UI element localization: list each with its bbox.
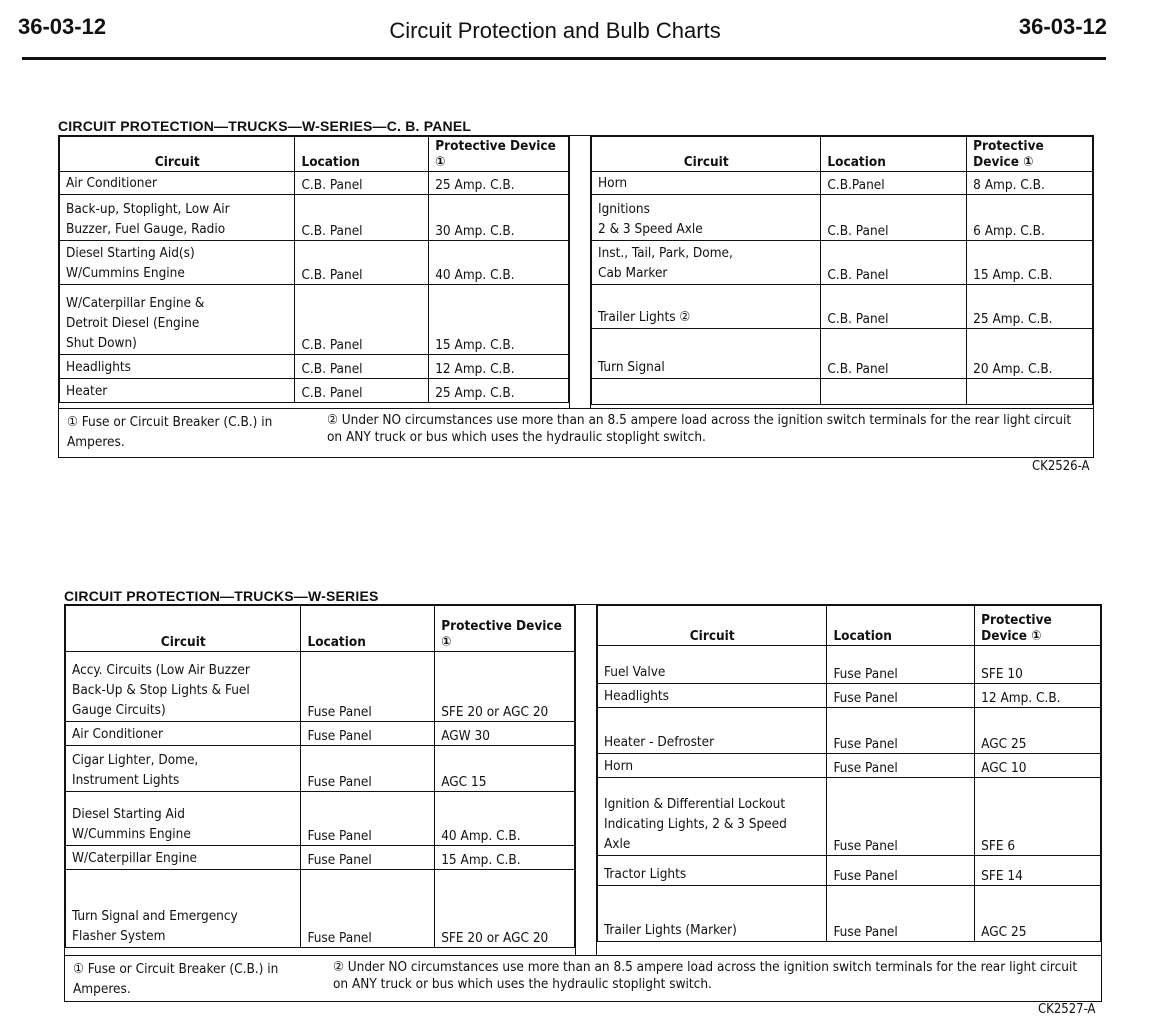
circuit-line: Indicating Lights, 2 & 3 Speed xyxy=(604,816,787,832)
table-row xyxy=(66,722,575,746)
col-header-location: Location xyxy=(827,606,975,646)
location-cell: Fuse Panel xyxy=(827,778,975,856)
table1-frame xyxy=(58,135,1094,458)
circuit-line: Turn Signal and Emergency xyxy=(72,908,238,924)
header-row xyxy=(598,606,1101,646)
device-cell: 40 Amp. C.B. xyxy=(429,241,569,285)
location-cell: C.B. Panel xyxy=(295,355,429,379)
table-row xyxy=(66,746,575,792)
table1-gutter xyxy=(569,136,591,408)
col-header-circuit: Circuit xyxy=(66,606,301,652)
device-cell: SFE 20 or AGC 20 xyxy=(435,652,575,722)
circuit-line: Heater - Defroster xyxy=(604,734,715,750)
circuit-line: Cab Marker xyxy=(598,265,668,281)
col-header-location: Location xyxy=(295,137,429,172)
table-row xyxy=(60,379,569,403)
location-cell: Fuse Panel xyxy=(301,792,435,846)
circuit-line: Horn xyxy=(598,175,628,191)
table2-frame xyxy=(64,604,1102,1002)
circuit-cell xyxy=(60,241,295,285)
location-cell: C.B. Panel xyxy=(295,241,429,285)
circuit-line: Tractor Lights xyxy=(604,866,687,882)
device-cell: 15 Amp. C.B. xyxy=(967,241,1093,285)
location-cell: Fuse Panel xyxy=(301,722,435,746)
table1-left-table xyxy=(59,136,569,403)
table1-title: CIRCUIT PROTECTION—TRUCKS—W-SERIES—C. B. PANEL xyxy=(58,118,472,134)
device-cell: 40 Amp. C.B. xyxy=(435,792,575,846)
device-cell: 15 Amp. C.B. xyxy=(435,846,575,870)
circuit-line: W/Cummins Engine xyxy=(72,826,191,842)
table2-right xyxy=(597,605,1101,942)
page-number-right: 36-03-12 xyxy=(1018,14,1107,39)
location-cell: C.B. Panel xyxy=(821,195,967,241)
circuit-cell xyxy=(592,195,821,241)
circuit-line: Inst., Tail, Park, Dome, xyxy=(598,245,733,261)
location-cell: Fuse Panel xyxy=(827,684,975,708)
header-row xyxy=(60,137,569,172)
table2-left-table xyxy=(65,605,575,948)
circuit-cell xyxy=(598,754,827,778)
circuit-cell xyxy=(60,195,295,241)
location-cell: C.B. Panel xyxy=(295,285,429,355)
table-row xyxy=(592,285,1093,329)
location-cell: Fuse Panel xyxy=(827,886,975,942)
circuit-line: Diesel Starting Aid xyxy=(72,806,185,822)
device-cell: AGC 15 xyxy=(435,746,575,792)
table2-left xyxy=(65,605,575,948)
device-cell: 25 Amp. C.B. xyxy=(429,172,569,195)
location-cell: Fuse Panel xyxy=(827,708,975,754)
circuit-cell xyxy=(598,708,827,754)
location-cell: Fuse Panel xyxy=(301,846,435,870)
device-cell: 20 Amp. C.B. xyxy=(967,329,1093,379)
device-cell: SFE 10 xyxy=(975,646,1101,684)
col-header-location: Location xyxy=(821,137,967,172)
device-cell: 12 Amp. C.B. xyxy=(429,355,569,379)
col-header-device: Protective Device ① xyxy=(967,137,1093,172)
table-row xyxy=(598,856,1101,886)
location-cell: Fuse Panel xyxy=(301,870,435,948)
device-cell: AGC 25 xyxy=(975,708,1101,754)
circuit-cell xyxy=(592,329,821,379)
circuit-line: Accy. Circuits (Low Air Buzzer xyxy=(72,662,250,678)
location-cell: C.B. Panel xyxy=(295,172,429,195)
circuit-line: Axle xyxy=(604,836,631,852)
circuit-line: Air Conditioner xyxy=(66,175,157,191)
table-row xyxy=(598,886,1101,942)
circuit-line: Instrument Lights xyxy=(72,772,180,788)
circuit-cell xyxy=(598,646,827,684)
location-cell: Fuse Panel xyxy=(827,856,975,886)
circuit-line: Buzzer, Fuel Gauge, Radio xyxy=(66,221,226,237)
location-cell: C.B. Panel xyxy=(821,241,967,285)
table2-figure-id: CK2527-A xyxy=(1038,1002,1096,1017)
table2-gutter xyxy=(575,605,597,955)
circuit-line: Ignitions xyxy=(598,201,650,217)
circuit-cell xyxy=(592,285,821,329)
circuit-line: Heater xyxy=(66,383,108,399)
table-row xyxy=(60,241,569,285)
location-cell: Fuse Panel xyxy=(827,754,975,778)
table1-right-table xyxy=(591,136,1093,405)
circuit-line: Back-up, Stoplight, Low Air xyxy=(66,201,230,217)
table2-note-2: ② Under NO circumstances use more than an 8.5 ampere load across the ignition switch terminals for the rear light circuit on ANY truck or bus which uses the hydraulic stoplight switch. xyxy=(333,959,1078,992)
circuit-cell xyxy=(598,684,827,708)
table1-left xyxy=(59,136,569,403)
circuit-cell xyxy=(598,778,827,856)
table1-right xyxy=(591,136,1093,405)
circuit-line: Trailer Lights (Marker) xyxy=(604,922,737,938)
device-cell: AGW 30 xyxy=(435,722,575,746)
location-cell: Fuse Panel xyxy=(301,746,435,792)
table-row xyxy=(592,241,1093,285)
table-row xyxy=(66,792,575,846)
circuit-line: Headlights xyxy=(604,688,670,704)
col-header-circuit: Circuit xyxy=(60,137,295,172)
circuit-cell xyxy=(66,652,301,722)
circuit-line: Back-Up & Stop Lights & Fuel xyxy=(72,682,250,698)
location-cell: C.B. Panel xyxy=(295,195,429,241)
device-cell: 25 Amp. C.B. xyxy=(967,285,1093,329)
col-header-circuit: Circuit xyxy=(598,606,827,646)
device-cell: 8 Amp. C.B. xyxy=(967,172,1093,195)
device-cell: 15 Amp. C.B. xyxy=(429,285,569,355)
circuit-line: Turn Signal xyxy=(598,359,665,375)
table-row xyxy=(598,754,1101,778)
device-cell: SFE 20 or AGC 20 xyxy=(435,870,575,948)
table-row xyxy=(66,846,575,870)
device-cell: SFE 6 xyxy=(975,778,1101,856)
device-cell: 30 Amp. C.B. xyxy=(429,195,569,241)
table-row xyxy=(66,870,575,948)
location-cell: C.B.Panel xyxy=(821,172,967,195)
page-number-left: 36-03-12 xyxy=(18,14,107,39)
table-row xyxy=(592,172,1093,195)
circuit-cell xyxy=(598,856,827,886)
col-header-device: Protective Device ① xyxy=(429,137,569,172)
table2-note-1: ① Fuse or Circuit Breaker (C.B.) in Amperes. xyxy=(73,961,279,997)
circuit-line: Horn xyxy=(604,758,634,774)
table-row xyxy=(60,355,569,379)
table-row xyxy=(598,708,1101,754)
circuit-line: Gauge Circuits) xyxy=(72,702,166,718)
header-row xyxy=(66,606,575,652)
circuit-cell xyxy=(592,241,821,285)
col-header-device: Protective Device ① xyxy=(975,606,1101,646)
table2-title: CIRCUIT PROTECTION—TRUCKS—W-SERIES xyxy=(64,588,379,604)
circuit-line: 2 & 3 Speed Axle xyxy=(598,221,703,237)
blank-cell xyxy=(967,379,1093,405)
circuit-line: Fuel Valve xyxy=(604,664,666,680)
circuit-line: W/Cummins Engine xyxy=(66,265,185,281)
location-cell: Fuse Panel xyxy=(301,652,435,722)
device-cell: 25 Amp. C.B. xyxy=(429,379,569,403)
table1-note-2: ② Under NO circumstances use more than an 8.5 ampere load across the ignition switch terminals for the rear light circuit on ANY truck or bus which uses the hydraulic stoplight switch. xyxy=(327,412,1072,445)
circuit-cell xyxy=(60,379,295,403)
blank-cell xyxy=(592,379,821,405)
blank-cell xyxy=(821,379,967,405)
location-cell: C.B. Panel xyxy=(295,379,429,403)
table-row xyxy=(60,285,569,355)
circuit-cell xyxy=(60,172,295,195)
header-rule xyxy=(22,57,1106,60)
device-cell: 12 Amp. C.B. xyxy=(975,684,1101,708)
table1-figure-id: CK2526-A xyxy=(1032,459,1090,474)
col-header-circuit: Circuit xyxy=(592,137,821,172)
header-row xyxy=(592,137,1093,172)
circuit-line: Diesel Starting Aid(s) xyxy=(66,245,195,261)
table-row xyxy=(60,195,569,241)
device-cell: AGC 10 xyxy=(975,754,1101,778)
device-cell: AGC 25 xyxy=(975,886,1101,942)
circuit-line: Cigar Lighter, Dome, xyxy=(72,752,199,768)
circuit-line: Headlights xyxy=(66,359,132,375)
col-header-location: Location xyxy=(301,606,435,652)
circuit-cell xyxy=(66,846,301,870)
circuit-line: Air Conditioner xyxy=(72,726,163,742)
circuit-line: Trailer Lights ② xyxy=(598,309,691,325)
page-title: Circuit Protection and Bulb Charts xyxy=(389,18,721,43)
table-row xyxy=(60,172,569,195)
circuit-cell xyxy=(66,722,301,746)
circuit-cell xyxy=(60,285,295,355)
table-row xyxy=(592,195,1093,241)
circuit-cell xyxy=(66,870,301,948)
table2-notes xyxy=(65,955,1101,1003)
circuit-line: Shut Down) xyxy=(66,335,137,351)
circuit-line: Detroit Diesel (Engine xyxy=(66,315,200,331)
table-row xyxy=(66,652,575,722)
table-row xyxy=(598,684,1101,708)
circuit-line: W/Caterpillar Engine xyxy=(72,850,198,866)
circuit-cell xyxy=(66,792,301,846)
table1-notes xyxy=(59,408,1093,459)
table1-note-1: ① Fuse or Circuit Breaker (C.B.) in Amperes. xyxy=(67,414,273,450)
device-cell: SFE 14 xyxy=(975,856,1101,886)
circuit-line: Flasher System xyxy=(72,928,166,944)
location-cell: C.B. Panel xyxy=(821,329,967,379)
col-header-device: Protective Device ① xyxy=(435,606,575,652)
circuit-cell xyxy=(598,886,827,942)
table-row xyxy=(598,646,1101,684)
location-cell: C.B. Panel xyxy=(821,285,967,329)
table-row xyxy=(598,778,1101,856)
circuit-cell xyxy=(66,746,301,792)
table-row xyxy=(592,329,1093,379)
circuit-line: Ignition & Differential Lockout xyxy=(604,796,786,812)
circuit-cell xyxy=(60,355,295,379)
circuit-line: W/Caterpillar Engine & xyxy=(66,295,205,311)
location-cell: Fuse Panel xyxy=(827,646,975,684)
blank-row xyxy=(592,379,1093,405)
circuit-cell xyxy=(592,172,821,195)
table2-right-table xyxy=(597,605,1101,942)
device-cell: 6 Amp. C.B. xyxy=(967,195,1093,241)
